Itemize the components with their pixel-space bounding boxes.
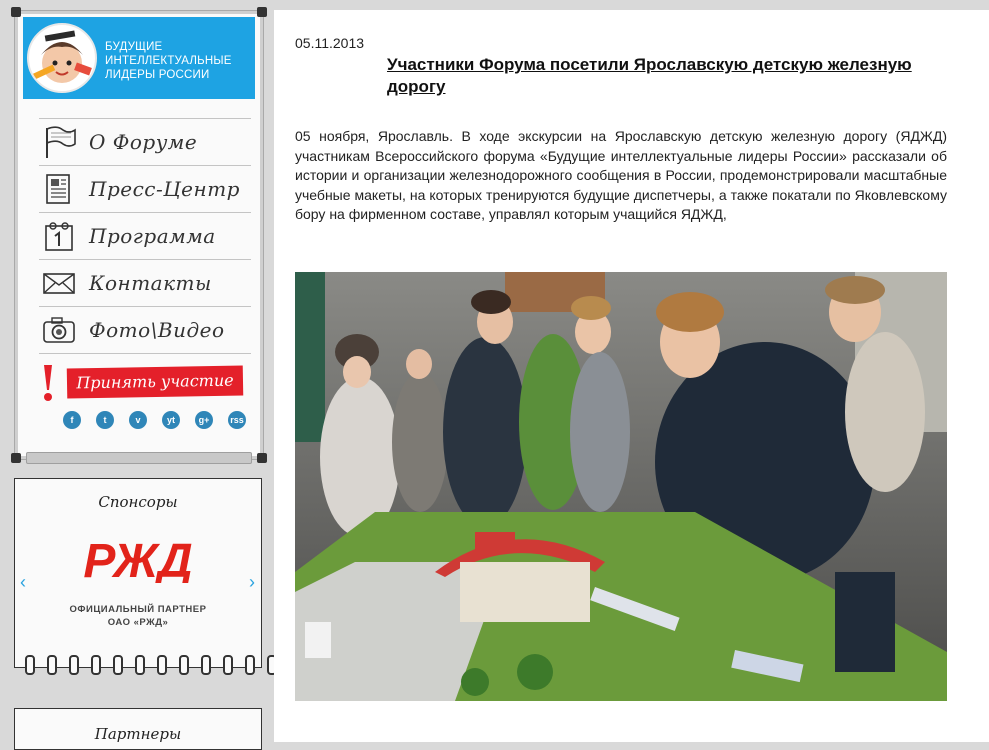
logo-line: БУДУЩИЕ bbox=[105, 41, 163, 53]
youtube-icon[interactable]: yt bbox=[162, 411, 180, 429]
logo-mascot-icon bbox=[27, 23, 97, 93]
rzd-logo[interactable] bbox=[77, 533, 199, 583]
camera-icon bbox=[41, 312, 77, 348]
partners-widget bbox=[14, 708, 262, 750]
menu-item-contacts[interactable] bbox=[39, 259, 251, 306]
carousel-next-icon[interactable]: › bbox=[249, 572, 255, 592]
logo-text bbox=[105, 40, 232, 82]
ring bbox=[201, 655, 211, 675]
google-plus-icon[interactable]: g+ bbox=[195, 411, 213, 429]
ring bbox=[223, 655, 233, 675]
logo-line: ИНТЕЛЛЕКТУАЛЬНЫЕ bbox=[105, 55, 232, 67]
article-date: 05.11.2013 bbox=[295, 35, 365, 51]
site-logo[interactable] bbox=[23, 17, 255, 99]
flag-icon bbox=[41, 124, 77, 160]
ring bbox=[179, 655, 189, 675]
board-corner bbox=[257, 7, 267, 17]
ring bbox=[113, 655, 123, 675]
article-title[interactable]: Участники Форума посетили Ярославскую детскую железную дорогу bbox=[387, 55, 912, 96]
ring bbox=[25, 655, 35, 675]
board-corner bbox=[11, 7, 21, 17]
menu-item-label: Фото\Видео bbox=[89, 318, 225, 342]
ring bbox=[69, 655, 79, 675]
ring bbox=[91, 655, 101, 675]
menu-item-label: Программа bbox=[89, 224, 216, 248]
logo-line: ЛИДЕРЫ РОССИИ bbox=[105, 69, 210, 81]
board-tray bbox=[26, 452, 252, 464]
ring bbox=[135, 655, 145, 675]
calendar-icon bbox=[41, 218, 77, 254]
board-corner bbox=[11, 453, 21, 463]
board-corner bbox=[257, 453, 267, 463]
sponsors-title: Спонсоры bbox=[98, 493, 178, 511]
menu-item-label: О Форуме bbox=[89, 130, 198, 154]
rzd-logo-text: РЖД bbox=[83, 535, 193, 583]
menu-item-media[interactable] bbox=[39, 306, 251, 354]
article-lead: 05 ноября, Ярославль. В ходе экскурсии на Ярославскую детскую железную дорогу (ЯДЖД) участникам Всероссийского форума «Будущие интеллектуальные лидеры России» рассказали об истории и организации железнодорожного сообщения в России, продемонстрировали масштабные учебные макеты, на которых тренируются будущие диспетчеры, а также покатали по Яковлевскому бору на фирменном составе, управлял которым учащийся ЯДЖД, bbox=[295, 128, 947, 222]
sponsor-caption-line: ОФИЦИАЛЬНЫЙ ПАРТНЕР bbox=[69, 604, 207, 615]
menu-item-program[interactable] bbox=[39, 212, 251, 259]
article-panel bbox=[274, 10, 989, 742]
join-button[interactable]: Принять участие bbox=[67, 365, 243, 398]
exclamation-icon bbox=[41, 363, 55, 403]
rss-icon[interactable]: rss bbox=[228, 411, 246, 429]
envelope-icon bbox=[41, 265, 77, 301]
sponsor-caption bbox=[15, 603, 261, 629]
notebook-rings bbox=[25, 655, 277, 675]
article-photo[interactable] bbox=[295, 272, 947, 701]
carousel-prev-icon[interactable]: ‹ bbox=[20, 572, 26, 592]
ring bbox=[47, 655, 57, 675]
main-menu bbox=[39, 118, 251, 354]
partners-title: Партнеры bbox=[94, 725, 182, 743]
newspaper-icon bbox=[41, 171, 77, 207]
menu-item-label: Контакты bbox=[89, 271, 212, 295]
twitter-icon[interactable]: t bbox=[96, 411, 114, 429]
join-row bbox=[37, 363, 249, 403]
menu-item-label: Пресс-Центр bbox=[89, 177, 240, 201]
menu-item-forum[interactable] bbox=[39, 118, 251, 165]
vk-icon[interactable]: v bbox=[129, 411, 147, 429]
menu-board bbox=[14, 10, 264, 460]
ring bbox=[245, 655, 255, 675]
facebook-icon[interactable]: f bbox=[63, 411, 81, 429]
sponsor-caption-line: ОАО «РЖД» bbox=[107, 617, 169, 628]
social-links bbox=[63, 411, 246, 429]
menu-item-press[interactable] bbox=[39, 165, 251, 212]
sponsors-widget bbox=[14, 478, 262, 668]
ring bbox=[157, 655, 167, 675]
